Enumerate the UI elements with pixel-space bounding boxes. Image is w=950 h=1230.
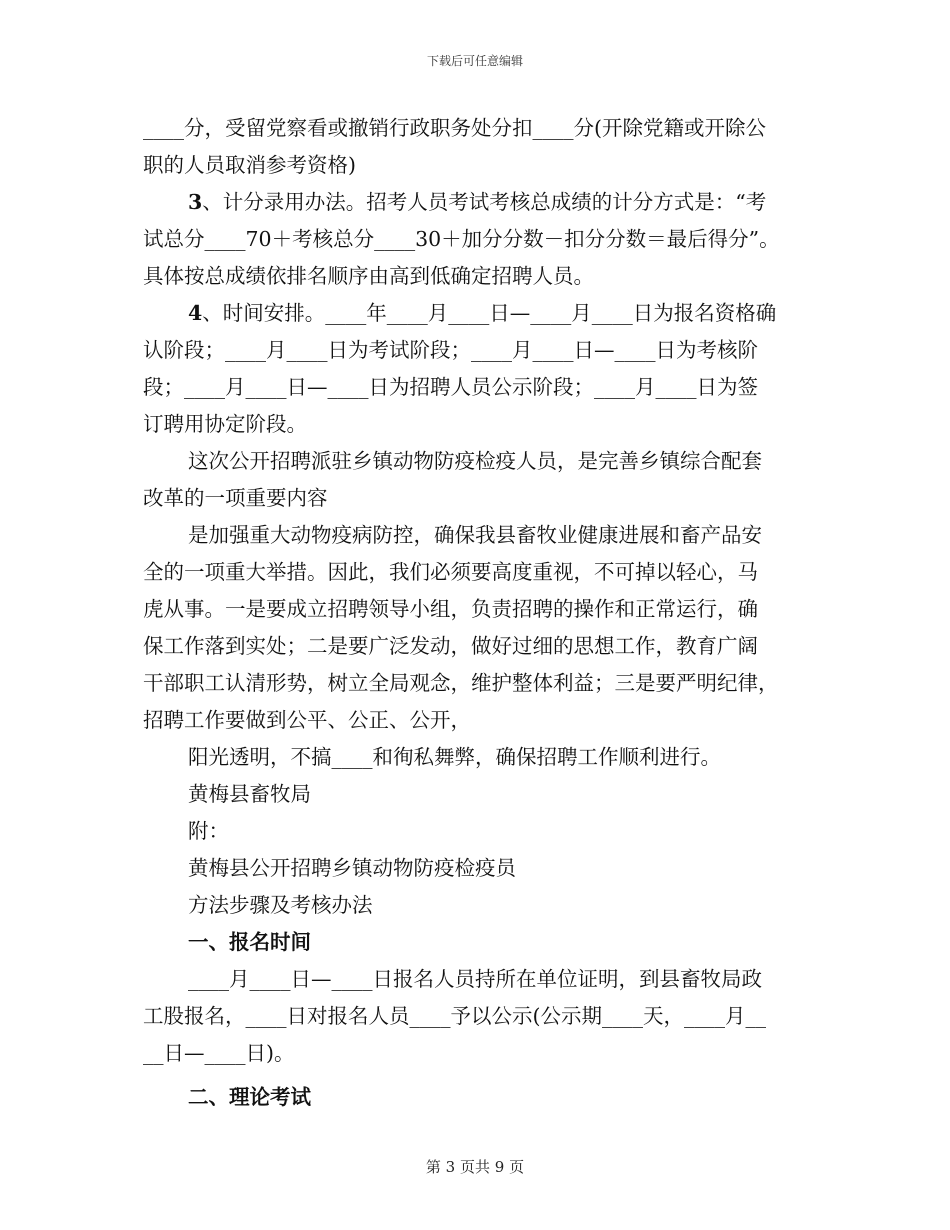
section-3-line <box>143 184 807 221</box>
paragraph-line: 干部职工认清形势，树立全局观念，维护整体利益；三是要严明纪律， <box>143 671 779 695</box>
paragraph-line: 工股报名，____日对报名人员____予以公示(公示期____天，____月__ <box>143 1004 766 1028</box>
paragraph-line: ____月____日—____日报名人员持所在单位证明，到县畜牧局政 <box>188 967 762 991</box>
signature-line: 黄梅县畜牧局 <box>188 782 311 806</box>
paragraph-line: 保工作落到实处；二是要广泛发动，做好过细的思想工作，教育广阔 <box>143 634 758 658</box>
page-footer: 第 3 页共 9 页 <box>425 1158 525 1176</box>
paragraph-line: 段；____月____日—____日为招聘人员公示阶段；____月____日为签 <box>143 375 758 399</box>
paragraph-line: 认阶段；____月____日为考试阶段；____月____日—____日为考核阶 <box>143 338 758 362</box>
page-header: 下载后可任意编辑 <box>426 54 523 68</box>
document-body <box>143 110 807 1116</box>
attachment-subtitle: 方法步骤及考核办法 <box>188 893 373 917</box>
paragraph-line: ____分，受留党察看或撤销行政职务处分扣____分(开除党籍或开除公 <box>143 116 766 140</box>
attachment-label: 附： <box>188 819 229 843</box>
paragraph-line: 是加强重大动物疫病防控，确保我县畜牧业健康进展和畜产品安 <box>188 523 762 547</box>
paragraph-line: __日—____日)。 <box>143 1041 295 1065</box>
paragraph-line: 这次公开招聘派驻乡镇动物防疫检疫人员，是完善乡镇综合配套 <box>188 449 762 473</box>
section-4-text: 、时间安排。____年____月____日—____月____日为报名资格确 <box>202 301 777 325</box>
section-4-number: 4 <box>188 301 203 325</box>
section-heading-theory-exam: 二、理论考试 <box>188 1085 311 1109</box>
paragraph-line: 全的一项重大举措。因此，我们必须要高度重视，不可掉以轻心，马 <box>143 560 758 584</box>
paragraph-line: 具体按总成绩依排名顺序由高到低确定招聘人员。 <box>143 264 594 288</box>
paragraph-line: 订聘用协定阶段。 <box>143 412 307 436</box>
section-4-line <box>143 295 807 332</box>
section-heading-registration-time: 一、报名时间 <box>188 930 311 954</box>
section-3-text: 、计分录用办法。招考人员考试考核总成绩的计分方式是：“考 <box>202 190 767 214</box>
paragraph-line: 虎从事。一是要成立招聘领导小组，负责招聘的操作和正常运行，确 <box>143 597 758 621</box>
paragraph-line: 招聘工作要做到公平、公正、公开， <box>143 708 471 732</box>
paragraph-line: 职的人员取消参考资格) <box>143 153 356 177</box>
paragraph-line: 阳光透明，不搞____和徇私舞弊，确保招聘工作顺利进行。 <box>188 745 721 769</box>
section-3-number: 3 <box>188 190 203 214</box>
attachment-title: 黄梅县公开招聘乡镇动物防疫检疫员 <box>188 856 516 880</box>
paragraph-line: 试总分____70＋考核总分____30＋加分分数－扣分分数＝最后得分”。 <box>143 227 780 251</box>
paragraph-line: 改革的一项重要内容 <box>143 486 328 510</box>
